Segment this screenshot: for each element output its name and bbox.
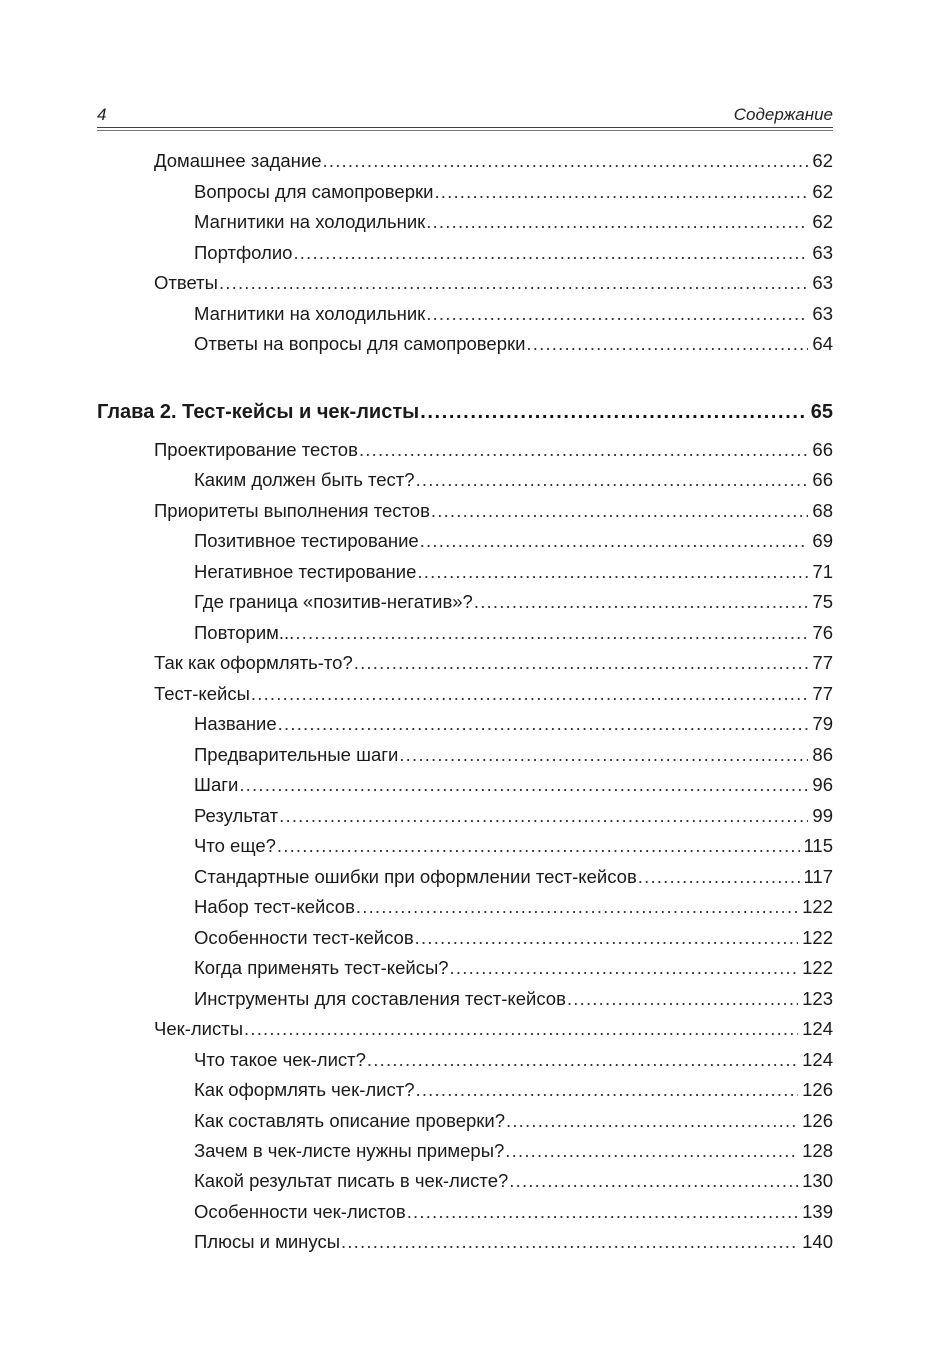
toc-leader-dots <box>526 331 808 357</box>
toc-leader-dots <box>426 209 808 235</box>
toc-entry-label: Стандартные ошибки при оформлении тест-кейсов <box>194 866 637 887</box>
toc-entry-page: 96 <box>812 774 833 795</box>
toc-entry-label: Какой результат писать в чек-листе? <box>194 1170 509 1191</box>
toc-entry-page: 86 <box>812 744 833 765</box>
toc-leader-dots <box>354 650 809 676</box>
toc-leader-dots <box>567 986 798 1012</box>
toc-entry <box>194 986 833 1012</box>
toc-entry <box>154 148 833 174</box>
toc-entry-page: 124 <box>802 1018 833 1039</box>
toc-entry-page: 63 <box>812 272 833 293</box>
toc-leader-dots <box>506 1108 798 1134</box>
toc-entry <box>194 894 833 920</box>
toc-leader-dots <box>359 437 808 463</box>
toc-entry-label: Шаги <box>194 774 239 795</box>
toc-entry-page: 68 <box>812 500 833 521</box>
toc-entry-page: 140 <box>802 1231 833 1252</box>
toc-entry <box>194 803 833 829</box>
toc-entry-page: 76 <box>812 622 833 643</box>
toc-entry-label: Домашнее задание <box>154 150 322 171</box>
toc-entry-page: 128 <box>802 1140 833 1161</box>
toc-entry-label: Приоритеты выполнения тестов <box>154 500 430 521</box>
toc-entry-page: 117 <box>803 866 833 887</box>
toc-entry-page: 77 <box>812 652 833 673</box>
toc-entry-page: 66 <box>812 439 833 460</box>
toc-entry-page: 115 <box>803 835 833 856</box>
toc-entry-label: Магнитики на холодильник <box>194 303 426 324</box>
toc-entry <box>194 711 833 737</box>
toc-leader-dots <box>278 711 809 737</box>
toc-leader-dots <box>356 894 798 920</box>
toc-entry <box>154 270 833 296</box>
toc-entry-label: Так как оформлять-то? <box>154 652 353 673</box>
toc-entry <box>194 925 833 951</box>
toc-leader-dots <box>407 1199 798 1225</box>
toc-leader-dots <box>505 1138 798 1164</box>
toc-entry-page: 99 <box>812 805 833 826</box>
toc-entry <box>194 833 833 859</box>
toc-leader-dots <box>239 772 808 798</box>
toc-entry-label: Чек-листы <box>154 1018 244 1039</box>
toc-entry-page: 71 <box>812 561 833 582</box>
toc-leader-dots <box>341 1229 798 1255</box>
toc-entry <box>194 620 833 646</box>
toc-entry-page: 62 <box>812 181 833 202</box>
toc-entry <box>194 301 833 327</box>
toc-entry-label: Портфолио <box>194 242 293 263</box>
toc-entry <box>154 1016 833 1042</box>
toc-entry-page: 126 <box>802 1079 833 1100</box>
toc-entry-label: Повторим... <box>194 622 295 643</box>
toc-leader-dots <box>417 559 808 585</box>
toc-entry <box>194 331 833 357</box>
toc-chapter-page: 65 <box>810 401 833 423</box>
toc-entry-label: Как оформлять чек-лист? <box>194 1079 415 1100</box>
toc-entry <box>194 1108 833 1134</box>
toc-entry <box>194 1047 833 1073</box>
toc-leader-dots <box>323 148 809 174</box>
toc-chapter-label: Глава 2. Тест-кейсы и чек-листы <box>97 401 420 423</box>
toc-entry-page: 75 <box>812 591 833 612</box>
toc-entry <box>194 742 833 768</box>
toc-leader-dots <box>509 1168 798 1194</box>
toc-entry-label: Результат <box>194 805 279 826</box>
toc-leader-dots <box>420 528 809 554</box>
toc-entry-page: 122 <box>802 957 833 978</box>
toc-entry-label: Тест-кейсы <box>154 683 250 704</box>
toc-entry-page: 77 <box>812 683 833 704</box>
toc-entry-page: 66 <box>812 469 833 490</box>
toc-entry <box>194 559 833 585</box>
toc-entry-label: Вопросы для самопроверки <box>194 181 434 202</box>
toc-entry-label: Позитивное тестирование <box>194 530 419 551</box>
toc-entry <box>154 681 833 707</box>
toc-leader-dots <box>416 1077 799 1103</box>
toc-entry-page: 122 <box>802 927 833 948</box>
toc-entry-label: Проектирование тестов <box>154 439 358 460</box>
toc-leader-dots <box>638 864 800 890</box>
toc-leader-dots <box>279 803 808 829</box>
toc-entry <box>194 864 833 890</box>
toc-leader-dots <box>277 833 800 859</box>
toc-entry <box>194 467 833 493</box>
toc-entry <box>154 650 833 676</box>
toc-entry <box>194 1077 833 1103</box>
toc-leader-dots <box>293 240 808 266</box>
toc-entry <box>194 1229 833 1255</box>
toc-entry <box>194 1199 833 1225</box>
toc-leader-dots <box>420 399 807 425</box>
toc-leader-dots <box>431 498 809 524</box>
toc-entry-page: 130 <box>802 1170 833 1191</box>
toc-chapter-entry <box>97 399 833 425</box>
toc-leader-dots <box>399 742 808 768</box>
toc-entry <box>154 498 833 524</box>
toc-entry <box>194 179 833 205</box>
toc-entry-page: 69 <box>812 530 833 551</box>
toc-entry-page: 139 <box>802 1201 833 1222</box>
toc-leader-dots <box>434 179 808 205</box>
toc-entry-label: Ответы на вопросы для самопроверки <box>194 333 526 354</box>
toc-entry-label: Название <box>194 713 277 734</box>
toc-entry-label: Где граница «позитив-негатив»? <box>194 591 473 612</box>
page-number: 4 <box>97 105 107 124</box>
toc-entry-page: 62 <box>812 150 833 171</box>
toc-leader-dots <box>251 681 809 707</box>
toc-entry-page: 124 <box>802 1049 833 1070</box>
toc-entry <box>194 1138 833 1164</box>
toc-entry-page: 123 <box>802 988 833 1009</box>
toc-entry-label: Набор тест-кейсов <box>194 896 355 917</box>
toc-entry-label: Плюсы и минусы <box>194 1231 340 1252</box>
toc-entry-page: 63 <box>812 303 833 324</box>
toc-entry-label: Ответы <box>154 272 218 293</box>
toc-entry-page: 63 <box>812 242 833 263</box>
toc-entry-label: Когда применять тест-кейсы? <box>194 957 449 978</box>
toc-entry-page: 64 <box>812 333 833 354</box>
toc-entry <box>194 240 833 266</box>
toc-entry-label: Как составлять описание проверки? <box>194 1110 505 1131</box>
toc-entry-page: 126 <box>802 1110 833 1131</box>
toc-leader-dots <box>244 1016 798 1042</box>
toc-entry <box>194 209 833 235</box>
toc-entry-label: Что еще? <box>194 835 276 856</box>
toc-entry <box>194 1168 833 1194</box>
toc-entry <box>154 437 833 463</box>
toc-entry <box>194 528 833 554</box>
toc-entry-label: Предварительные шаги <box>194 744 399 765</box>
toc-entry-label: Особенности тест-кейсов <box>194 927 414 948</box>
toc-entry <box>194 955 833 981</box>
toc-entry-page: 62 <box>812 211 833 232</box>
toc-entry-label: Что такое чек-лист? <box>194 1049 366 1070</box>
toc-entry-page: 122 <box>802 896 833 917</box>
toc-leader-dots <box>474 589 809 615</box>
toc-entry <box>194 589 833 615</box>
toc-leader-dots <box>367 1047 798 1073</box>
toc-entry-label: Зачем в чек-листе нужны примеры? <box>194 1140 505 1161</box>
toc-entry-label: Негативное тестирование <box>194 561 417 582</box>
toc-entry-label: Инструменты для составления тест-кейсов <box>194 988 566 1009</box>
toc-entry-label: Магнитики на холодильник <box>194 211 426 232</box>
running-title: Содержание <box>733 105 833 124</box>
toc-leader-dots <box>415 925 798 951</box>
toc-entry-label: Особенности чек-листов <box>194 1201 406 1222</box>
toc-entry-label: Каким должен быть тест? <box>194 469 415 490</box>
toc-entry-page: 79 <box>812 713 833 734</box>
toc-leader-dots <box>295 620 808 646</box>
toc-leader-dots <box>219 270 808 296</box>
toc-leader-dots <box>416 467 809 493</box>
toc-leader-dots <box>426 301 808 327</box>
toc-entry <box>194 772 833 798</box>
toc-leader-dots <box>450 955 799 981</box>
